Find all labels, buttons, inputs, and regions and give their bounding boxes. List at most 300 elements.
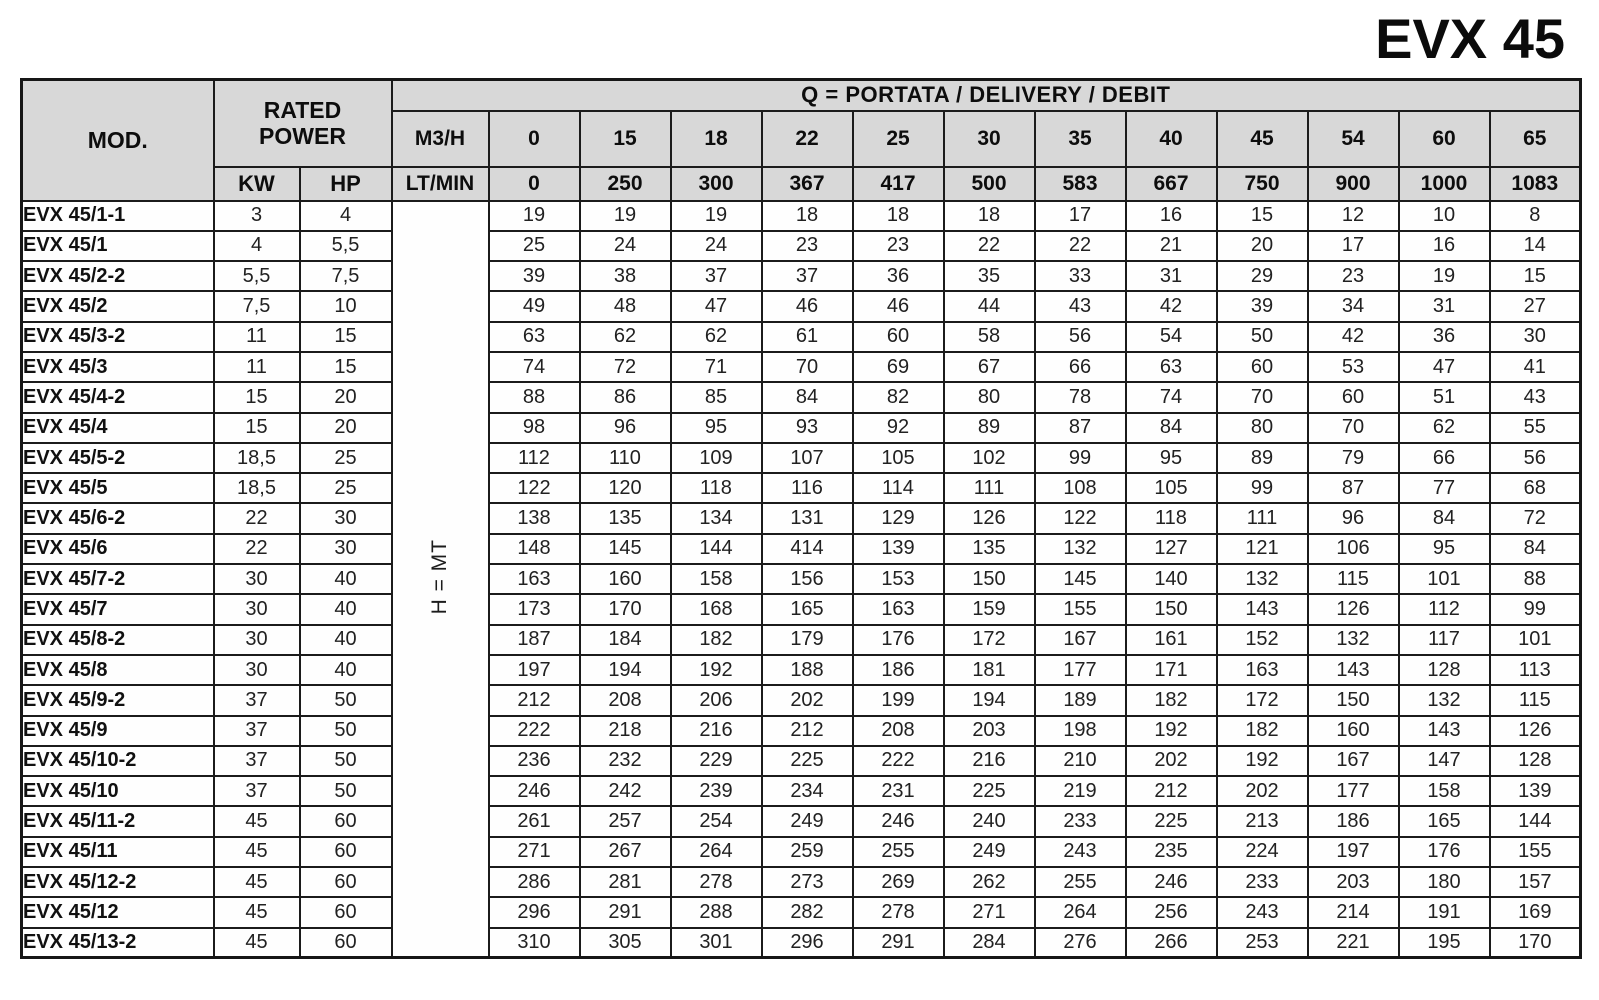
table-row — [22, 655, 1581, 685]
head-value-cell: 271 — [489, 837, 580, 867]
kw-cell: 30 — [214, 655, 300, 685]
head-value-cell: 37 — [762, 261, 853, 291]
head-value-cell: 296 — [489, 897, 580, 927]
head-value-cell: 281 — [580, 867, 671, 897]
head-value-cell: 126 — [1490, 716, 1581, 746]
hp-cell: 20 — [300, 413, 392, 443]
head-value-cell: 202 — [762, 685, 853, 715]
head-value-cell: 47 — [1399, 352, 1490, 382]
head-value-cell: 70 — [1308, 413, 1399, 443]
head-value-cell: 53 — [1308, 352, 1399, 382]
head-value-cell: 78 — [1035, 382, 1126, 412]
head-value-cell: 273 — [762, 867, 853, 897]
head-value-cell: 87 — [1308, 473, 1399, 503]
ltmin-value: 1000 — [1399, 167, 1490, 201]
head-value-cell: 182 — [1126, 685, 1217, 715]
head-value-cell: 50 — [1217, 322, 1308, 352]
head-value-cell: 34 — [1308, 291, 1399, 321]
head-value-cell: 234 — [762, 776, 853, 806]
head-value-cell: 96 — [580, 413, 671, 443]
head-value-cell: 171 — [1126, 655, 1217, 685]
table-row — [22, 322, 1581, 352]
head-value-cell: 99 — [1217, 473, 1308, 503]
m3h-value: 65 — [1490, 111, 1581, 167]
head-value-cell: 259 — [762, 837, 853, 867]
hp-cell: 5,5 — [300, 231, 392, 261]
head-value-cell: 18 — [944, 201, 1035, 231]
head-value-cell: 84 — [1399, 503, 1490, 533]
model-cell: EVX 45/7 — [22, 594, 214, 624]
kw-cell: 45 — [214, 928, 300, 958]
head-value-cell: 143 — [1217, 594, 1308, 624]
head-value-cell: 55 — [1490, 413, 1581, 443]
head-value-cell: 60 — [1217, 352, 1308, 382]
hp-cell: 60 — [300, 867, 392, 897]
head-value-cell: 110 — [580, 443, 671, 473]
head-value-cell: 99 — [1490, 594, 1581, 624]
head-value-cell: 120 — [580, 473, 671, 503]
ltmin-value: 900 — [1308, 167, 1399, 201]
hp-cell: 15 — [300, 322, 392, 352]
head-value-cell: 262 — [944, 867, 1035, 897]
kw-cell: 45 — [214, 806, 300, 836]
head-value-cell: 243 — [1217, 897, 1308, 927]
head-value-cell: 271 — [944, 897, 1035, 927]
head-value-cell: 95 — [1126, 443, 1217, 473]
kw-cell: 18,5 — [214, 473, 300, 503]
head-value-cell: 20 — [1217, 231, 1308, 261]
head-value-cell: 82 — [853, 382, 944, 412]
kw-cell: 45 — [214, 867, 300, 897]
head-value-cell: 192 — [1217, 746, 1308, 776]
head-value-cell: 239 — [671, 776, 762, 806]
head-value-cell: 138 — [489, 503, 580, 533]
head-value-cell: 296 — [762, 928, 853, 958]
head-value-cell: 264 — [1035, 897, 1126, 927]
table-row — [22, 806, 1581, 836]
head-value-cell: 266 — [1126, 928, 1217, 958]
model-cell: EVX 45/5 — [22, 473, 214, 503]
head-value-cell: 140 — [1126, 564, 1217, 594]
head-value-cell: 143 — [1308, 655, 1399, 685]
head-value-cell: 111 — [1217, 503, 1308, 533]
head-value-cell: 145 — [580, 534, 671, 564]
head-value-cell: 269 — [853, 867, 944, 897]
head-value-cell: 291 — [853, 928, 944, 958]
head-value-cell: 197 — [1308, 837, 1399, 867]
head-value-cell: 150 — [944, 564, 1035, 594]
hp-cell: 40 — [300, 625, 392, 655]
kw-cell: 5,5 — [214, 261, 300, 291]
model-cell: EVX 45/12-2 — [22, 867, 214, 897]
head-value-cell: 85 — [671, 382, 762, 412]
head-value-cell: 29 — [1217, 261, 1308, 291]
head-value-cell: 62 — [1399, 413, 1490, 443]
head-value-cell: 77 — [1399, 473, 1490, 503]
head-value-cell: 24 — [580, 231, 671, 261]
kw-cell: 45 — [214, 897, 300, 927]
hp-cell: 60 — [300, 837, 392, 867]
head-value-cell: 71 — [671, 352, 762, 382]
head-value-cell: 188 — [762, 655, 853, 685]
hp-cell: 40 — [300, 594, 392, 624]
delivery-header: Q = PORTATA / DELIVERY / DEBIT — [392, 80, 1581, 111]
head-value-cell: 184 — [580, 625, 671, 655]
head-value-cell: 291 — [580, 897, 671, 927]
head-value-cell: 70 — [762, 352, 853, 382]
head-value-cell: 170 — [1490, 928, 1581, 958]
head-value-cell: 96 — [1308, 503, 1399, 533]
head-value-cell: 189 — [1035, 685, 1126, 715]
model-cell: EVX 45/8 — [22, 655, 214, 685]
head-value-cell: 165 — [1399, 806, 1490, 836]
head-value-cell: 134 — [671, 503, 762, 533]
head-value-cell: 39 — [489, 261, 580, 291]
kw-header: KW — [214, 167, 300, 201]
head-value-cell: 144 — [1490, 806, 1581, 836]
head-value-cell: 19 — [489, 201, 580, 231]
model-cell: EVX 45/2-2 — [22, 261, 214, 291]
hp-cell: 50 — [300, 716, 392, 746]
head-value-cell: 254 — [671, 806, 762, 836]
head-value-cell: 199 — [853, 685, 944, 715]
head-value-cell: 168 — [671, 594, 762, 624]
head-value-cell: 121 — [1217, 534, 1308, 564]
head-value-cell: 208 — [853, 716, 944, 746]
head-value-cell: 86 — [580, 382, 671, 412]
head-value-cell: 236 — [489, 746, 580, 776]
model-cell: EVX 45/9-2 — [22, 685, 214, 715]
head-value-cell: 216 — [944, 746, 1035, 776]
kw-cell: 37 — [214, 776, 300, 806]
head-value-cell: 301 — [671, 928, 762, 958]
head-value-cell: 233 — [1217, 867, 1308, 897]
table-row — [22, 291, 1581, 321]
table-row — [22, 503, 1581, 533]
head-value-cell: 176 — [1399, 837, 1490, 867]
head-value-cell: 208 — [580, 685, 671, 715]
rated-power-header: RATED POWER — [214, 80, 392, 167]
m3h-value: 60 — [1399, 111, 1490, 167]
ltmin-value: 1083 — [1490, 167, 1581, 201]
head-value-cell: 98 — [489, 413, 580, 443]
head-value-cell: 43 — [1035, 291, 1126, 321]
head-value-cell: 218 — [580, 716, 671, 746]
head-value-cell: 249 — [762, 806, 853, 836]
table-row — [22, 685, 1581, 715]
hp-cell: 60 — [300, 806, 392, 836]
model-cell: EVX 45/5-2 — [22, 443, 214, 473]
head-value-cell: 233 — [1035, 806, 1126, 836]
hp-header: HP — [300, 167, 392, 201]
head-value-cell: 23 — [1308, 261, 1399, 291]
hp-cell: 7,5 — [300, 261, 392, 291]
head-value-cell: 222 — [489, 716, 580, 746]
head-value-cell: 129 — [853, 503, 944, 533]
head-value-cell: 31 — [1399, 291, 1490, 321]
head-value-cell: 203 — [944, 716, 1035, 746]
table-row — [22, 534, 1581, 564]
head-value-cell: 278 — [671, 867, 762, 897]
m3h-value: 45 — [1217, 111, 1308, 167]
head-value-cell: 172 — [944, 625, 1035, 655]
head-value-cell: 69 — [853, 352, 944, 382]
head-value-cell: 167 — [1035, 625, 1126, 655]
head-value-cell: 172 — [1217, 685, 1308, 715]
ltmin-value: 667 — [1126, 167, 1217, 201]
head-value-cell: 132 — [1035, 534, 1126, 564]
head-value-cell: 132 — [1217, 564, 1308, 594]
model-cell: EVX 45/3 — [22, 352, 214, 382]
head-value-cell: 305 — [580, 928, 671, 958]
model-cell: EVX 45/6 — [22, 534, 214, 564]
table-row — [22, 473, 1581, 503]
head-value-cell: 116 — [762, 473, 853, 503]
head-value-cell: 105 — [1126, 473, 1217, 503]
head-value-cell: 95 — [1399, 534, 1490, 564]
head-value-cell: 243 — [1035, 837, 1126, 867]
head-value-cell: 158 — [1399, 776, 1490, 806]
m3h-value: 0 — [489, 111, 580, 167]
head-value-cell: 192 — [671, 655, 762, 685]
head-value-cell: 186 — [1308, 806, 1399, 836]
table-row — [22, 776, 1581, 806]
head-value-cell: 182 — [1217, 716, 1308, 746]
kw-cell: 30 — [214, 594, 300, 624]
head-value-cell: 72 — [1490, 503, 1581, 533]
m3h-label: M3/H — [392, 111, 489, 167]
head-value-cell: 114 — [853, 473, 944, 503]
model-cell: EVX 45/9 — [22, 716, 214, 746]
model-cell: EVX 45/8-2 — [22, 625, 214, 655]
head-value-cell: 235 — [1126, 837, 1217, 867]
head-value-cell: 150 — [1308, 685, 1399, 715]
m3h-value: 35 — [1035, 111, 1126, 167]
head-value-cell: 225 — [1126, 806, 1217, 836]
head-value-cell: 105 — [853, 443, 944, 473]
table-row — [22, 352, 1581, 382]
head-value-cell: 95 — [671, 413, 762, 443]
model-cell: EVX 45/4-2 — [22, 382, 214, 412]
head-value-cell: 167 — [1308, 746, 1399, 776]
head-value-cell: 17 — [1035, 201, 1126, 231]
head-value-cell: 157 — [1490, 867, 1581, 897]
head-value-cell: 93 — [762, 413, 853, 443]
kw-cell: 11 — [214, 352, 300, 382]
mod-header: MOD. — [22, 80, 214, 201]
head-value-cell: 160 — [1308, 716, 1399, 746]
ltmin-value: 367 — [762, 167, 853, 201]
head-value-cell: 278 — [853, 897, 944, 927]
head-value-cell: 23 — [853, 231, 944, 261]
head-value-cell: 23 — [762, 231, 853, 261]
head-value-cell: 203 — [1308, 867, 1399, 897]
table-row — [22, 867, 1581, 897]
head-value-cell: 25 — [489, 231, 580, 261]
head-value-cell: 101 — [1490, 625, 1581, 655]
head-value-cell: 135 — [580, 503, 671, 533]
head-value-cell: 414 — [762, 534, 853, 564]
head-value-cell: 61 — [762, 322, 853, 352]
table-header — [22, 80, 1581, 201]
kw-cell: 7,5 — [214, 291, 300, 321]
table-row — [22, 928, 1581, 958]
head-value-cell: 47 — [671, 291, 762, 321]
head-value-cell: 186 — [853, 655, 944, 685]
head-value-cell: 159 — [944, 594, 1035, 624]
ltmin-value: 250 — [580, 167, 671, 201]
hp-cell: 40 — [300, 564, 392, 594]
head-value-cell: 276 — [1035, 928, 1126, 958]
head-value-cell: 240 — [944, 806, 1035, 836]
head-value-cell: 246 — [489, 776, 580, 806]
head-value-cell: 36 — [853, 261, 944, 291]
head-value-cell: 74 — [1126, 382, 1217, 412]
head-value-cell: 122 — [489, 473, 580, 503]
head-value-cell: 155 — [1490, 837, 1581, 867]
head-value-cell: 36 — [1399, 322, 1490, 352]
head-value-cell: 127 — [1126, 534, 1217, 564]
kw-cell: 30 — [214, 564, 300, 594]
head-value-cell: 170 — [580, 594, 671, 624]
hp-cell: 30 — [300, 503, 392, 533]
head-value-cell: 156 — [762, 564, 853, 594]
model-cell: EVX 45/1-1 — [22, 201, 214, 231]
kw-cell: 4 — [214, 231, 300, 261]
head-value-cell: 128 — [1399, 655, 1490, 685]
head-value-cell: 155 — [1035, 594, 1126, 624]
head-unit-cell — [392, 201, 489, 958]
hp-cell: 10 — [300, 291, 392, 321]
head-value-cell: 147 — [1399, 746, 1490, 776]
head-value-cell: 231 — [853, 776, 944, 806]
table-row — [22, 413, 1581, 443]
head-value-cell: 128 — [1490, 746, 1581, 776]
head-value-cell: 109 — [671, 443, 762, 473]
head-value-cell: 54 — [1126, 322, 1217, 352]
head-value-cell: 80 — [944, 382, 1035, 412]
head-value-cell: 51 — [1399, 382, 1490, 412]
kw-cell: 3 — [214, 201, 300, 231]
head-value-cell: 169 — [1490, 897, 1581, 927]
head-value-cell: 16 — [1399, 231, 1490, 261]
head-value-cell: 191 — [1399, 897, 1490, 927]
head-value-cell: 87 — [1035, 413, 1126, 443]
kw-cell: 22 — [214, 503, 300, 533]
head-value-cell: 19 — [580, 201, 671, 231]
model-cell: EVX 45/11-2 — [22, 806, 214, 836]
hp-cell: 20 — [300, 382, 392, 412]
head-value-cell: 102 — [944, 443, 1035, 473]
head-value-cell: 18 — [762, 201, 853, 231]
kw-cell: 30 — [214, 625, 300, 655]
head-value-cell: 33 — [1035, 261, 1126, 291]
head-value-cell: 177 — [1035, 655, 1126, 685]
head-value-cell: 84 — [762, 382, 853, 412]
head-value-cell: 132 — [1399, 685, 1490, 715]
head-value-cell: 84 — [1490, 534, 1581, 564]
head-value-cell: 158 — [671, 564, 762, 594]
head-value-cell: 163 — [1217, 655, 1308, 685]
m3h-value: 15 — [580, 111, 671, 167]
kw-cell: 18,5 — [214, 443, 300, 473]
head-value-cell: 31 — [1126, 261, 1217, 291]
head-value-cell: 79 — [1308, 443, 1399, 473]
head-value-cell: 41 — [1490, 352, 1581, 382]
head-value-cell: 106 — [1308, 534, 1399, 564]
head-value-cell: 38 — [580, 261, 671, 291]
head-value-cell: 67 — [944, 352, 1035, 382]
head-value-cell: 8 — [1490, 201, 1581, 231]
hp-cell: 50 — [300, 746, 392, 776]
head-value-cell: 126 — [944, 503, 1035, 533]
head-value-cell: 117 — [1399, 625, 1490, 655]
model-cell: EVX 45/10-2 — [22, 746, 214, 776]
head-value-cell: 66 — [1035, 352, 1126, 382]
head-value-cell: 213 — [1217, 806, 1308, 836]
model-cell: EVX 45/4 — [22, 413, 214, 443]
head-value-cell: 72 — [580, 352, 671, 382]
head-value-cell: 35 — [944, 261, 1035, 291]
m3h-value: 40 — [1126, 111, 1217, 167]
head-value-cell: 219 — [1035, 776, 1126, 806]
ltmin-value: 0 — [489, 167, 580, 201]
head-value-cell: 17 — [1308, 231, 1399, 261]
table-row — [22, 443, 1581, 473]
hp-cell: 50 — [300, 776, 392, 806]
head-value-cell: 261 — [489, 806, 580, 836]
head-value-cell: 89 — [1217, 443, 1308, 473]
h-mt-label: H = MT — [428, 538, 451, 615]
kw-cell: 37 — [214, 716, 300, 746]
kw-cell: 15 — [214, 382, 300, 412]
kw-cell: 11 — [214, 322, 300, 352]
head-value-cell: 224 — [1217, 837, 1308, 867]
head-value-cell: 225 — [944, 776, 1035, 806]
head-value-cell: 115 — [1490, 685, 1581, 715]
head-value-cell: 118 — [1126, 503, 1217, 533]
head-value-cell: 84 — [1126, 413, 1217, 443]
m3h-value: 22 — [762, 111, 853, 167]
head-value-cell: 194 — [944, 685, 1035, 715]
head-value-cell: 60 — [853, 322, 944, 352]
head-value-cell: 198 — [1035, 716, 1126, 746]
m3h-value: 30 — [944, 111, 1035, 167]
head-value-cell: 49 — [489, 291, 580, 321]
hp-cell: 15 — [300, 352, 392, 382]
model-cell: EVX 45/1 — [22, 231, 214, 261]
head-value-cell: 108 — [1035, 473, 1126, 503]
head-value-cell: 148 — [489, 534, 580, 564]
head-value-cell: 126 — [1308, 594, 1399, 624]
head-value-cell: 150 — [1126, 594, 1217, 624]
model-cell: EVX 45/13-2 — [22, 928, 214, 958]
pump-performance-table — [20, 78, 1582, 959]
head-value-cell: 194 — [580, 655, 671, 685]
model-cell: EVX 45/3-2 — [22, 322, 214, 352]
head-value-cell: 139 — [1490, 776, 1581, 806]
ltmin-value: 500 — [944, 167, 1035, 201]
head-value-cell: 284 — [944, 928, 1035, 958]
m3h-value: 18 — [671, 111, 762, 167]
model-cell: EVX 45/10 — [22, 776, 214, 806]
hp-cell: 50 — [300, 685, 392, 715]
model-cell: EVX 45/6-2 — [22, 503, 214, 533]
table-row — [22, 261, 1581, 291]
head-value-cell: 255 — [853, 837, 944, 867]
head-value-cell: 249 — [944, 837, 1035, 867]
ltmin-value: 583 — [1035, 167, 1126, 201]
